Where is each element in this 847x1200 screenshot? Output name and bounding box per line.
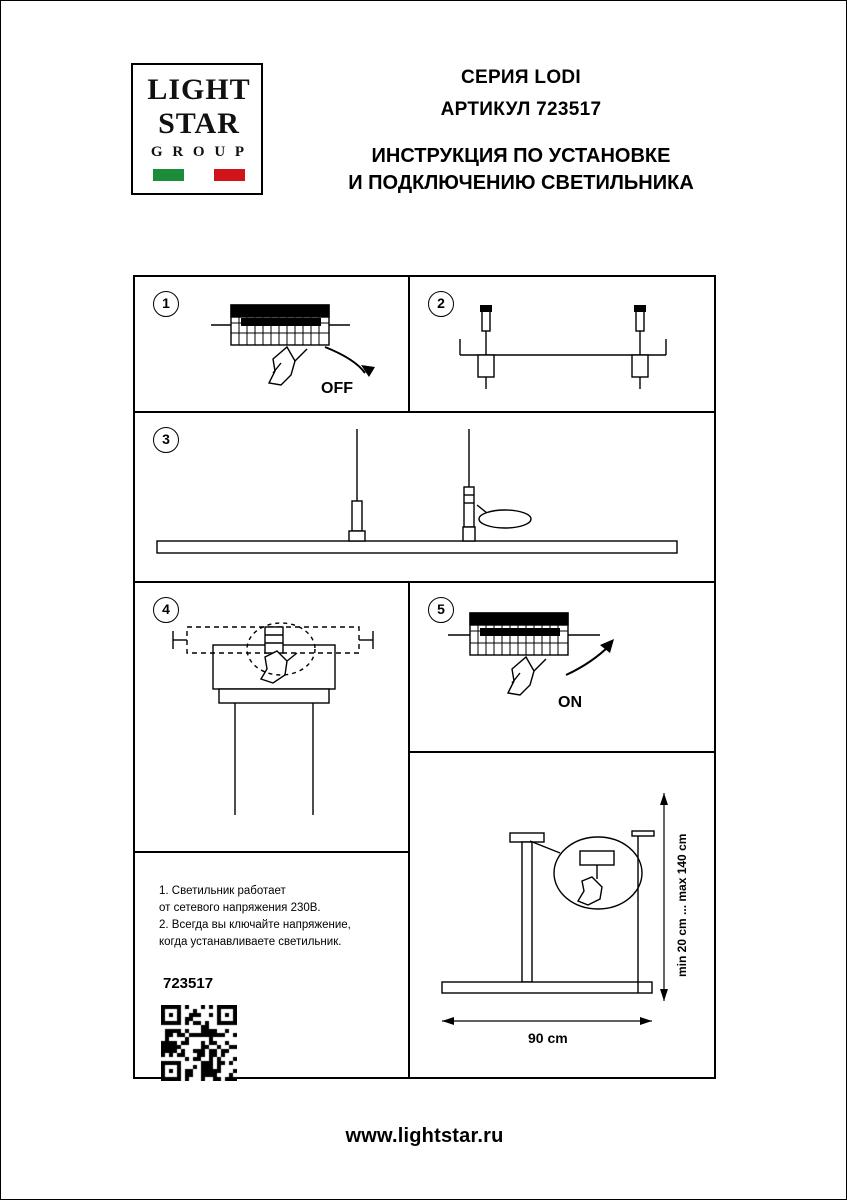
steps-grid (133, 275, 716, 1079)
step-4-illustration (135, 583, 410, 853)
step-5-number: 5 (428, 597, 454, 623)
note-line-2: от сетевого напряжения 230В. (159, 902, 321, 914)
note-line-1: 1. Светильник работает (159, 885, 286, 897)
step-4-number: 4 (153, 597, 179, 623)
article-code: 723517 (163, 975, 214, 992)
step-4-cell (135, 583, 410, 853)
step-1-cell (135, 277, 410, 413)
step-3-cell (135, 413, 716, 583)
italian-flag-icon (153, 169, 245, 181)
step-2-illustration (410, 277, 716, 413)
instruction-line-1: ИНСТРУКЦИЯ ПО УСТАНОВКЕ (371, 145, 671, 167)
svg-text:ON: ON (558, 694, 582, 711)
notes-block (159, 883, 389, 951)
step-3-number: 3 (153, 427, 179, 453)
instruction-line-2: И ПОДКЛЮЧЕНИЮ СВЕТИЛЬНИКА (348, 172, 694, 194)
notes-cell (135, 853, 410, 1077)
series-title: СЕРИЯ LODI (460, 67, 582, 88)
brand-line-1: LIGHT (147, 73, 251, 106)
footer-website[interactable]: www.lightstar.ru (345, 1125, 504, 1147)
dimensions-illustration (410, 753, 716, 1077)
article-title: АРТИКУЛ 723517 (440, 99, 602, 120)
step-2-number: 2 (428, 291, 454, 317)
step-3-illustration (135, 413, 716, 583)
document-header (131, 59, 721, 209)
header-titles (321, 59, 721, 197)
step-5-cell (410, 583, 716, 753)
brand-line-3: G R O U P (150, 144, 248, 160)
note-line-3: 2. Всегда вы ключайте напряжение, (159, 919, 351, 931)
svg-text:OFF: OFF (321, 380, 353, 397)
qr-code (161, 1005, 237, 1081)
step-2-cell (410, 277, 716, 413)
step-1-number: 1 (153, 291, 179, 317)
brand-line-2: STAR (158, 107, 240, 140)
note-line-4: когда устанавливаете светильник. (159, 936, 342, 948)
svg-text:min 20 cm ... max 140 cm: min 20 cm ... max 140 cm (675, 833, 689, 977)
svg-text:90 cm: 90 cm (528, 1030, 568, 1046)
dimensions-cell (410, 753, 716, 1077)
brand-logo (131, 63, 263, 195)
step-5-illustration (410, 583, 716, 753)
